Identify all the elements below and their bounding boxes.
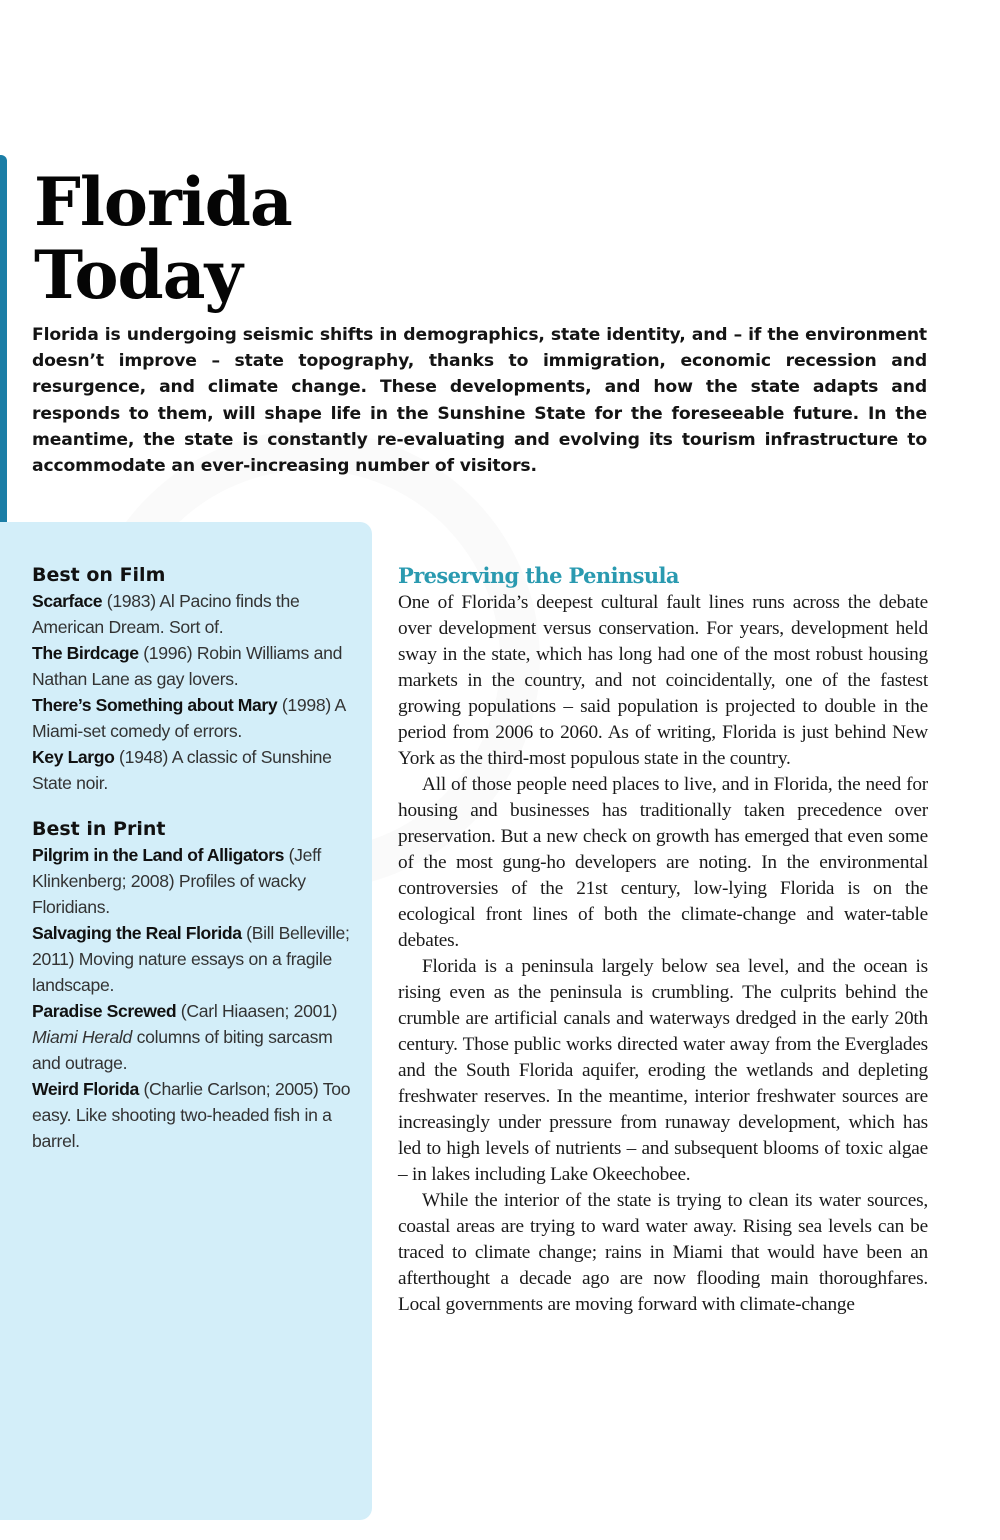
list-item <box>32 744 354 796</box>
print-list <box>32 842 354 1154</box>
list-item <box>32 1076 354 1154</box>
item-italic: Miami Herald <box>32 1027 133 1047</box>
article-column <box>398 562 928 1318</box>
article-paragraph: All of those people need places to live, and in Florida, the need for housing and businesses has traditionally taken precedence over preservation. But a new check on growth has emerged that even some of the most gung-ho developers are noting. In the environmental controversies of the 21st century, low-lying Florida is on the ecological front lines of both the climate-change and water-table debates. <box>398 774 928 951</box>
item-desc: (Charlie Carlson; 2005) Too easy. Like shooting two-headed fish in a barrel. <box>32 1079 351 1151</box>
item-title: Key Largo <box>32 747 115 767</box>
article-paragraph: While the interior of the state is trying to clean its water sources, coastal areas are trying to ward water away. Rising sea levels can be traced to climate change; rains in Miami that would have been an afterthought a decade ago are now flooding main thoroughfares. Local governments are moving forward with climate-change <box>398 1190 928 1315</box>
item-title: Weird Florida <box>32 1079 139 1099</box>
chapter-title-line1: Florida <box>34 163 292 241</box>
item-desc: (1996) Robin Williams and Nathan Lane as gay lovers. <box>32 643 343 689</box>
item-desc-2: columns of biting sarcasm and outrage. <box>32 1027 333 1073</box>
chapter-title-line2: Today <box>34 236 242 314</box>
chapter-accent-bar <box>0 155 7 555</box>
item-desc: (Carl Hiaasen; 2001) <box>176 1001 338 1021</box>
chapter-intro: Florida is undergoing seismic shifts in demographics, state identity, and – if the environment doesn’t improve – state topography, thanks to immigration, economic recession and resurgence, and climate change. These developments, and how the state adapts and responds to them, will shape life in the Sunshine State for the foreseeable future. In the meantime, the state is constantly re-evaluating and evolving its tourism infrastructure to accommodate an ever-increasing number of visitors. <box>32 325 927 477</box>
item-desc: (Bill Belleville; 2011) Moving nature essays on a fragile landscape. <box>32 923 350 995</box>
best-on-film-heading: Best on Film <box>32 564 166 586</box>
item-title: Salvaging the Real Florida <box>32 923 242 943</box>
list-item <box>32 588 354 640</box>
sidebar-box <box>0 522 372 1520</box>
item-desc: (1983) Al Pacino finds the American Dream. Sort of. <box>32 591 300 637</box>
item-desc: (Jeff Klinkenberg; 2008) Profiles of wacky Floridians. <box>32 845 322 917</box>
list-item <box>32 640 354 692</box>
list-item <box>32 692 354 744</box>
item-title: The Birdcage <box>32 643 139 663</box>
item-title: Pilgrim in the Land of Alligators <box>32 845 285 865</box>
item-title: Paradise Screwed <box>32 1001 177 1021</box>
list-item <box>32 842 354 920</box>
item-title: There’s Something about Mary <box>32 695 278 715</box>
item-desc: (1948) A classic of Sunshine State noir. <box>32 747 332 793</box>
article-paragraph: Florida is a peninsula largely below sea level, and the ocean is rising even as the peninsula is crumbling. The culprits behind the crumble are artificial canals and waterways dredged in the early 20th century. Those public works directed water away from the Everglades and the South Florida aquifer, eroding the wetlands and depleting freshwater reserves. In the meantime, interior freshwater sources are increasingly under pressure from runaway development, which has led to high levels of nutrients – and subsequent blooms of toxic algae – in lakes including Lake Okeechobee. <box>398 956 928 1185</box>
item-desc: (1998) A Miami-set comedy of errors. <box>32 695 345 741</box>
best-in-print-heading: Best in Print <box>32 818 166 840</box>
item-title: Scarface <box>32 591 103 611</box>
film-list <box>32 588 354 796</box>
article-paragraph: One of Florida’s deepest cultural fault lines runs across the debate over development versus conservation. For years, development held sway in the state, which has long had one of the most robust housing markets in the country, and not coincidentally, one of the fastest growing populations – said population is projected to double in the period from 2006 to 2060. As of writing, Florida is just behind New York as the third-most populous state in the country. <box>398 592 928 769</box>
article-heading: Preserving the Peninsula <box>398 563 679 588</box>
chapter-title <box>34 163 292 314</box>
list-item <box>32 998 354 1076</box>
list-item <box>32 920 354 998</box>
